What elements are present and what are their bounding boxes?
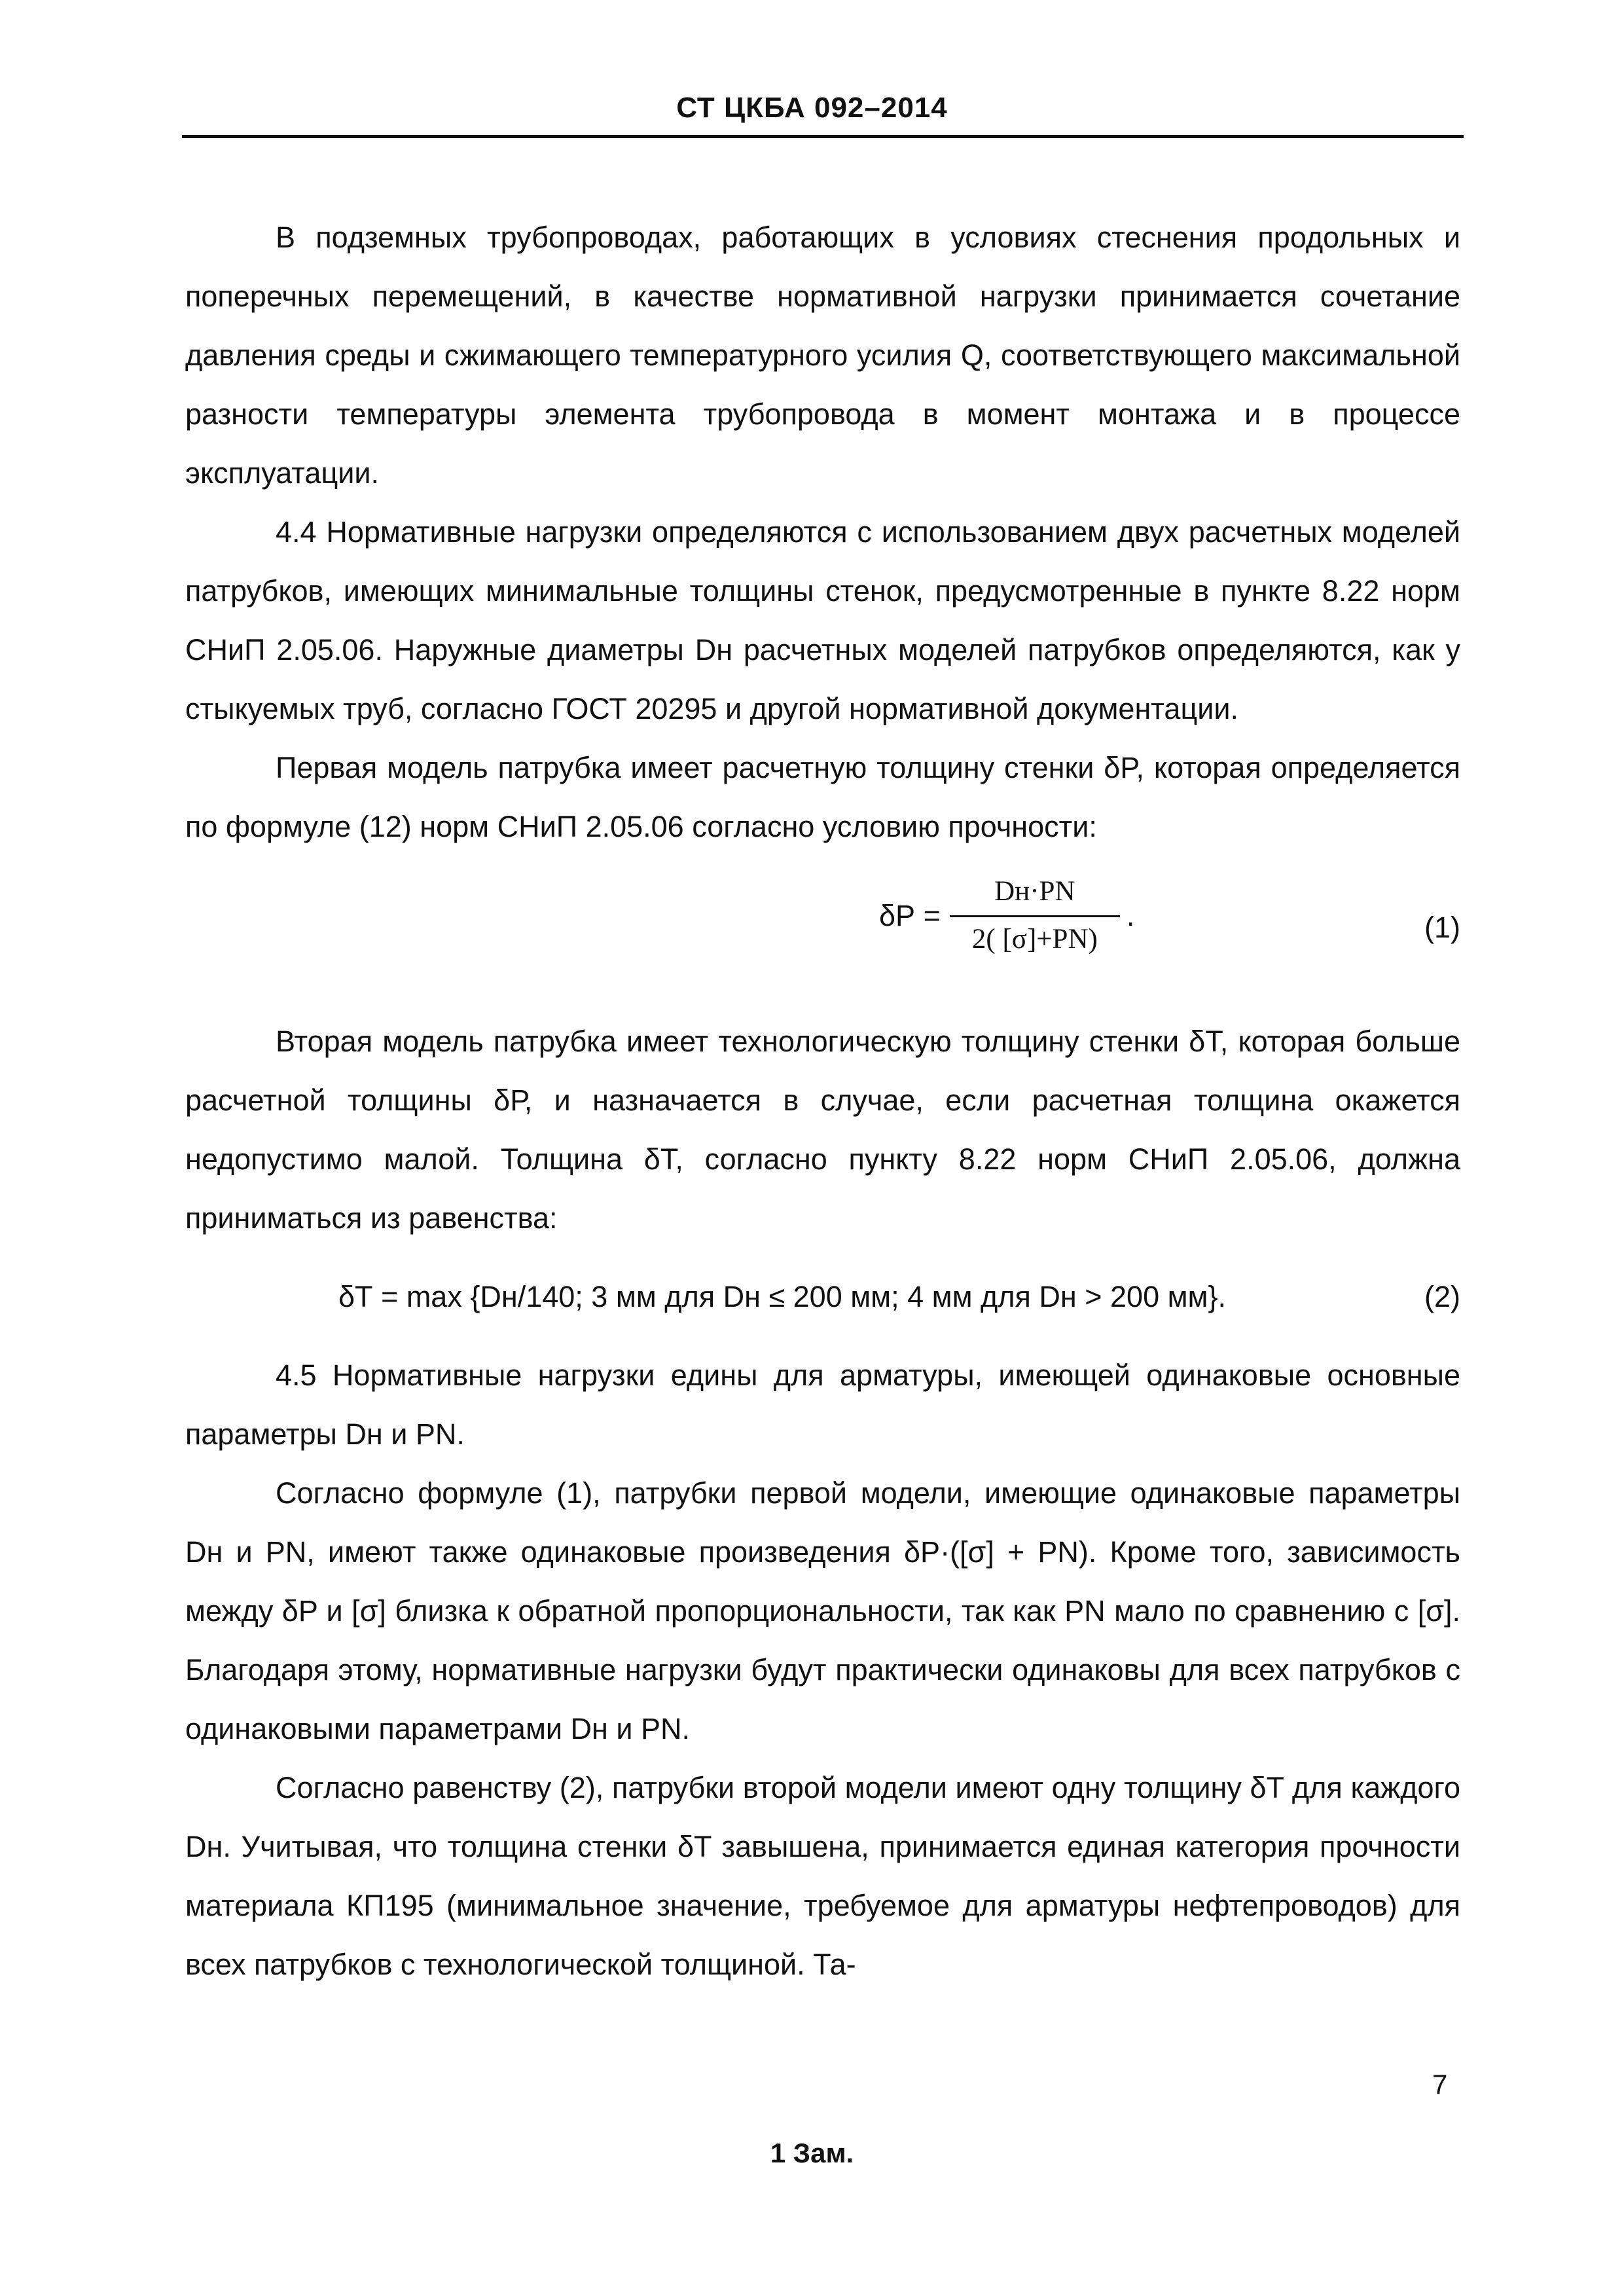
formula-1-denominator: 2( [σ]+PN) xyxy=(971,924,1098,955)
formula-1-expression xyxy=(879,873,1134,958)
formula-1-lhs: δР = xyxy=(879,898,941,932)
formula-2-number: (2) xyxy=(1424,1280,1460,1313)
formula-2 xyxy=(185,1254,1460,1339)
change-note-footer: 1 Зам. xyxy=(770,2138,854,2168)
paragraph-4-5: 4.5 Нормативные нагрузки едины для арматуры, имеющей одинаковые основные параметры Dн и PN. xyxy=(185,1358,1460,1451)
page-number: 7 xyxy=(1432,2069,1448,2100)
formula-1-fraction xyxy=(950,873,1120,958)
formula-1-number: (1) xyxy=(1424,911,1460,944)
formula-1 xyxy=(185,862,1460,993)
paragraph-underground-pipelines: В подземных трубопроводах, работающих в условиях стеснения продольных и поперечных перемещений, в качестве нормативной нагрузки принимается сочетание давления среды и сжимающего температурного усилия Q, соответствующего максимальной разности температуры элемента трубопровода в момент монтажа и в процессе эксплуатации. xyxy=(185,221,1460,490)
formula-1-numerator: Dн·PN xyxy=(994,876,1075,907)
paragraph-4-4: 4.4 Нормативные нагрузки определяются с использованием двух расчетных моделей патрубков, имеющих минимальные толщины стенок, предусмотренные в пункте 8.22 норм СНиП 2.05.06. Наружные диаметры Dн расчетных моделей патрубков определяются, как у стыкуемых труб, согласно ГОСТ 20295 и другой нормативной документации. xyxy=(185,515,1460,725)
paragraph-formula-1-consequence: Согласно формуле (1), патрубки первой модели, имеющие одинаковые параметры Dн и PN, имеют также одинаковые произведения δP·([σ] + PN). Кроме того, зависимость между δP и [σ] близка к обратной пропорциональности, так как PN мало по сравнению с [σ]. Благодаря этому, нормативные нагрузки будут практически одинаковы для всех патрубков с одинаковыми параметрами Dн и PN. xyxy=(185,1476,1460,1745)
formula-1-period: . xyxy=(1126,898,1135,932)
paragraph-formula-2-consequence: Согласно равенству (2), патрубки второй модели имеют одну толщину δT для каждого Dн. Учитывая, что толщина стенки δT завышена, принимается единая категория прочности материала КП195 (минимальное значение, требуемое для арматуры нефтепроводов) для всех патрубков с технологической толщиной. Та- xyxy=(185,1771,1460,1981)
paragraph-first-model: Первая модель патрубка имеет расчетную толщину стенки δP, которая определяется по формуле (12) норм СНиП 2.05.06 согласно условию прочности: xyxy=(185,751,1460,843)
header-rule xyxy=(182,135,1464,138)
body-text xyxy=(185,208,1460,1994)
formula-2-expression: δТ = max {Dн/140; 3 мм для Dн ≤ 200 мм; 4 мм для Dн > 200 мм}. xyxy=(338,1280,1227,1313)
paragraph-second-model: Вторая модель патрубка имеет технологическую толщину стенки δT, которая больше расчетной толщины δР, и назначается в случае, если расчетная толщина окажется недопустимо малой. Толщина δT, согласно пункту 8.22 норм СНиП 2.05.06, должна приниматься из равенства: xyxy=(185,1025,1460,1235)
document-code-header: СТ ЦКБА 092–2014 xyxy=(676,92,948,124)
